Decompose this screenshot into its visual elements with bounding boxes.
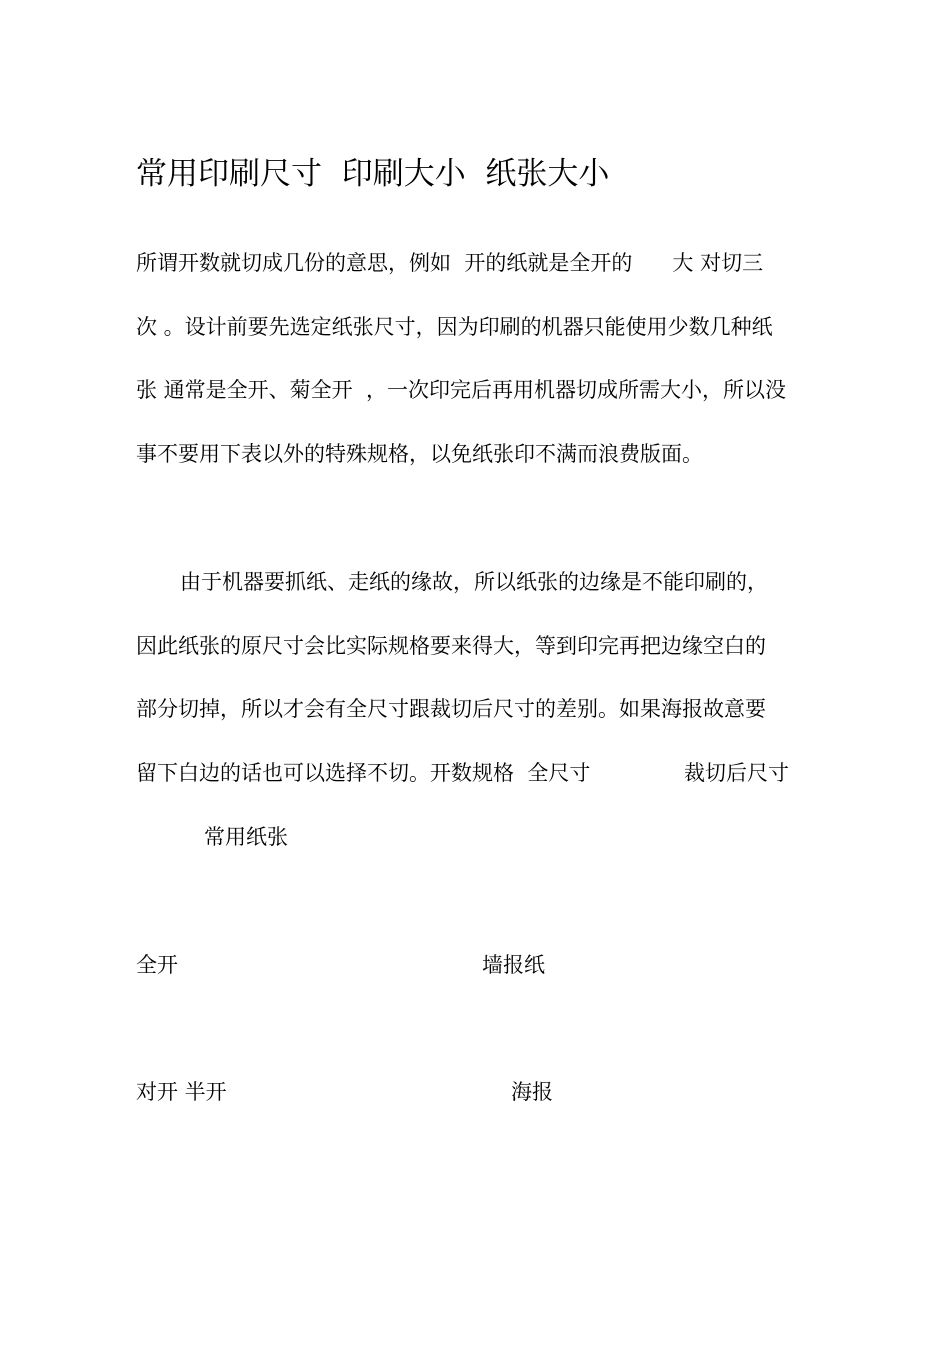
paragraph-2-line-2: 因此纸张的原尺寸会比实际规格要来得大，等到印完再把边缘空白的 (136, 634, 766, 658)
paragraph-2-line-3: 部分切掉，所以才会有全尺寸跟裁切后尺寸的差别。如果海报故意要 (136, 697, 766, 721)
paragraph-2-line-4: 留下白边的话也可以选择不切。开数规格 全尺寸 (136, 761, 591, 785)
row-1-usage: 墙报纸 (482, 953, 545, 977)
paragraph-1-line-3: 张 通常是全开、菊全开 ，一次印完后再用机器切成所需大小，所以没 (136, 378, 787, 402)
paragraph-2-line-1: 由于机器要抓纸、走纸的缘故，所以纸张的边缘是不能印刷的， (180, 570, 768, 594)
row-2-usage: 海报 (511, 1080, 553, 1104)
row-2-spec: 对开 半开 (136, 1080, 227, 1104)
paragraph-1-line-4: 事不要用下表以外的特殊规格，以免纸张印不满而浪费版面。 (136, 442, 703, 466)
header-trim-size: 裁切后尺寸 (684, 761, 789, 785)
page-title: 常用印刷尺寸 印刷大小 纸张大小 (136, 156, 610, 192)
paragraph-1-line-2: 次 。设计前要先选定纸张尺寸，因为印刷的机器只能使用少数几种纸 (136, 315, 773, 339)
row-1-spec: 全开 (136, 953, 178, 977)
paragraph-1-line-1: 所谓开数就切成几份的意思，例如 开的纸就是全开的 大 对切三 (136, 251, 764, 275)
header-common-paper: 常用纸张 (204, 825, 288, 849)
